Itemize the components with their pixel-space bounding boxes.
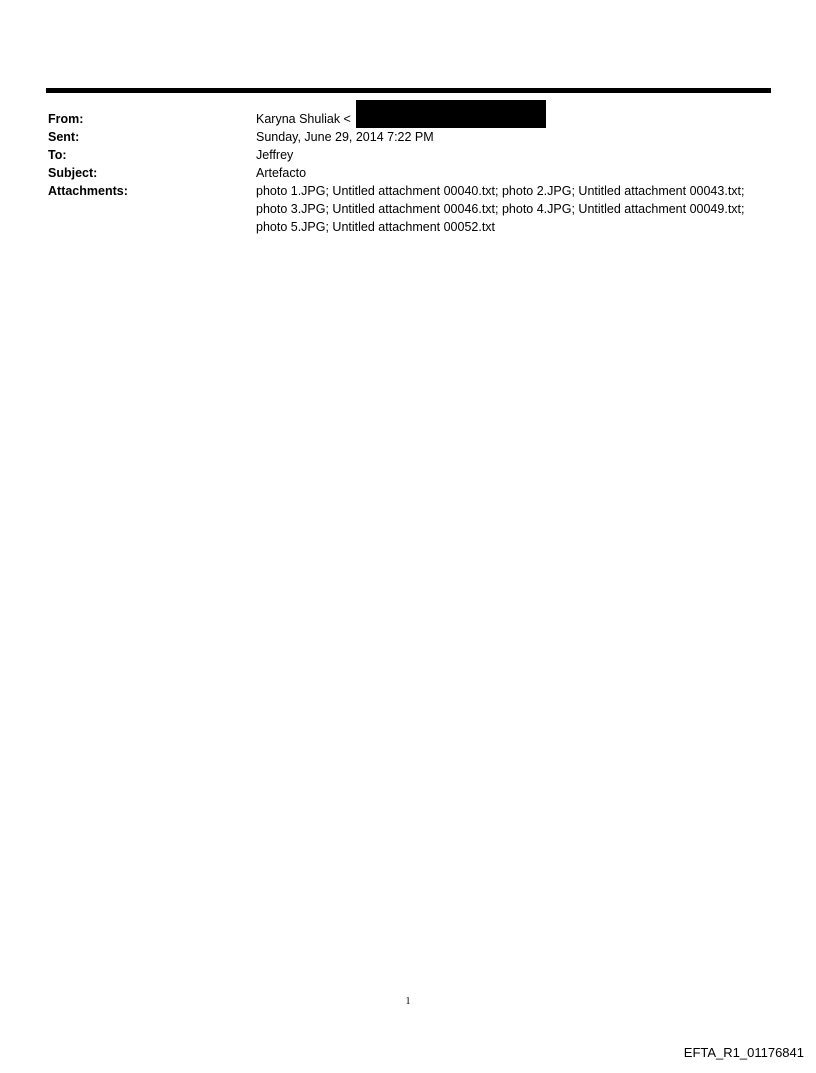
sent-row <box>48 128 748 146</box>
sent-label: Sent: <box>48 130 80 144</box>
from-label: From: <box>48 112 84 126</box>
document-id: EFTA_R1_01176841 <box>683 1045 804 1060</box>
from-value: Karyna Shuliak < <box>256 112 351 126</box>
header-divider <box>46 88 771 93</box>
attachments-value: photo 1.JPG; Untitled attachment 00040.txt; photo 2.JPG; Untitled attachment 00043.txt; photo 3.JPG; Untitled attachment 00046.txt; photo 4.JPG; Untitled attachment 00049.txt; photo 5.JPG; Untitled attachment 00052.txt <box>256 184 748 234</box>
page-number: 1 <box>405 996 411 1007</box>
subject-label: Subject: <box>48 166 98 180</box>
sent-value: Sunday, June 29, 2014 7:22 PM <box>256 130 434 144</box>
subject-row <box>48 164 748 182</box>
email-header <box>48 110 748 236</box>
to-value: Jeffrey <box>256 148 294 162</box>
to-label: To: <box>48 148 67 162</box>
redaction-box <box>356 100 546 128</box>
attachments-row <box>48 182 748 236</box>
attachments-label: Attachments: <box>48 184 128 198</box>
subject-value: Artefacto <box>256 166 307 180</box>
to-row <box>48 146 748 164</box>
